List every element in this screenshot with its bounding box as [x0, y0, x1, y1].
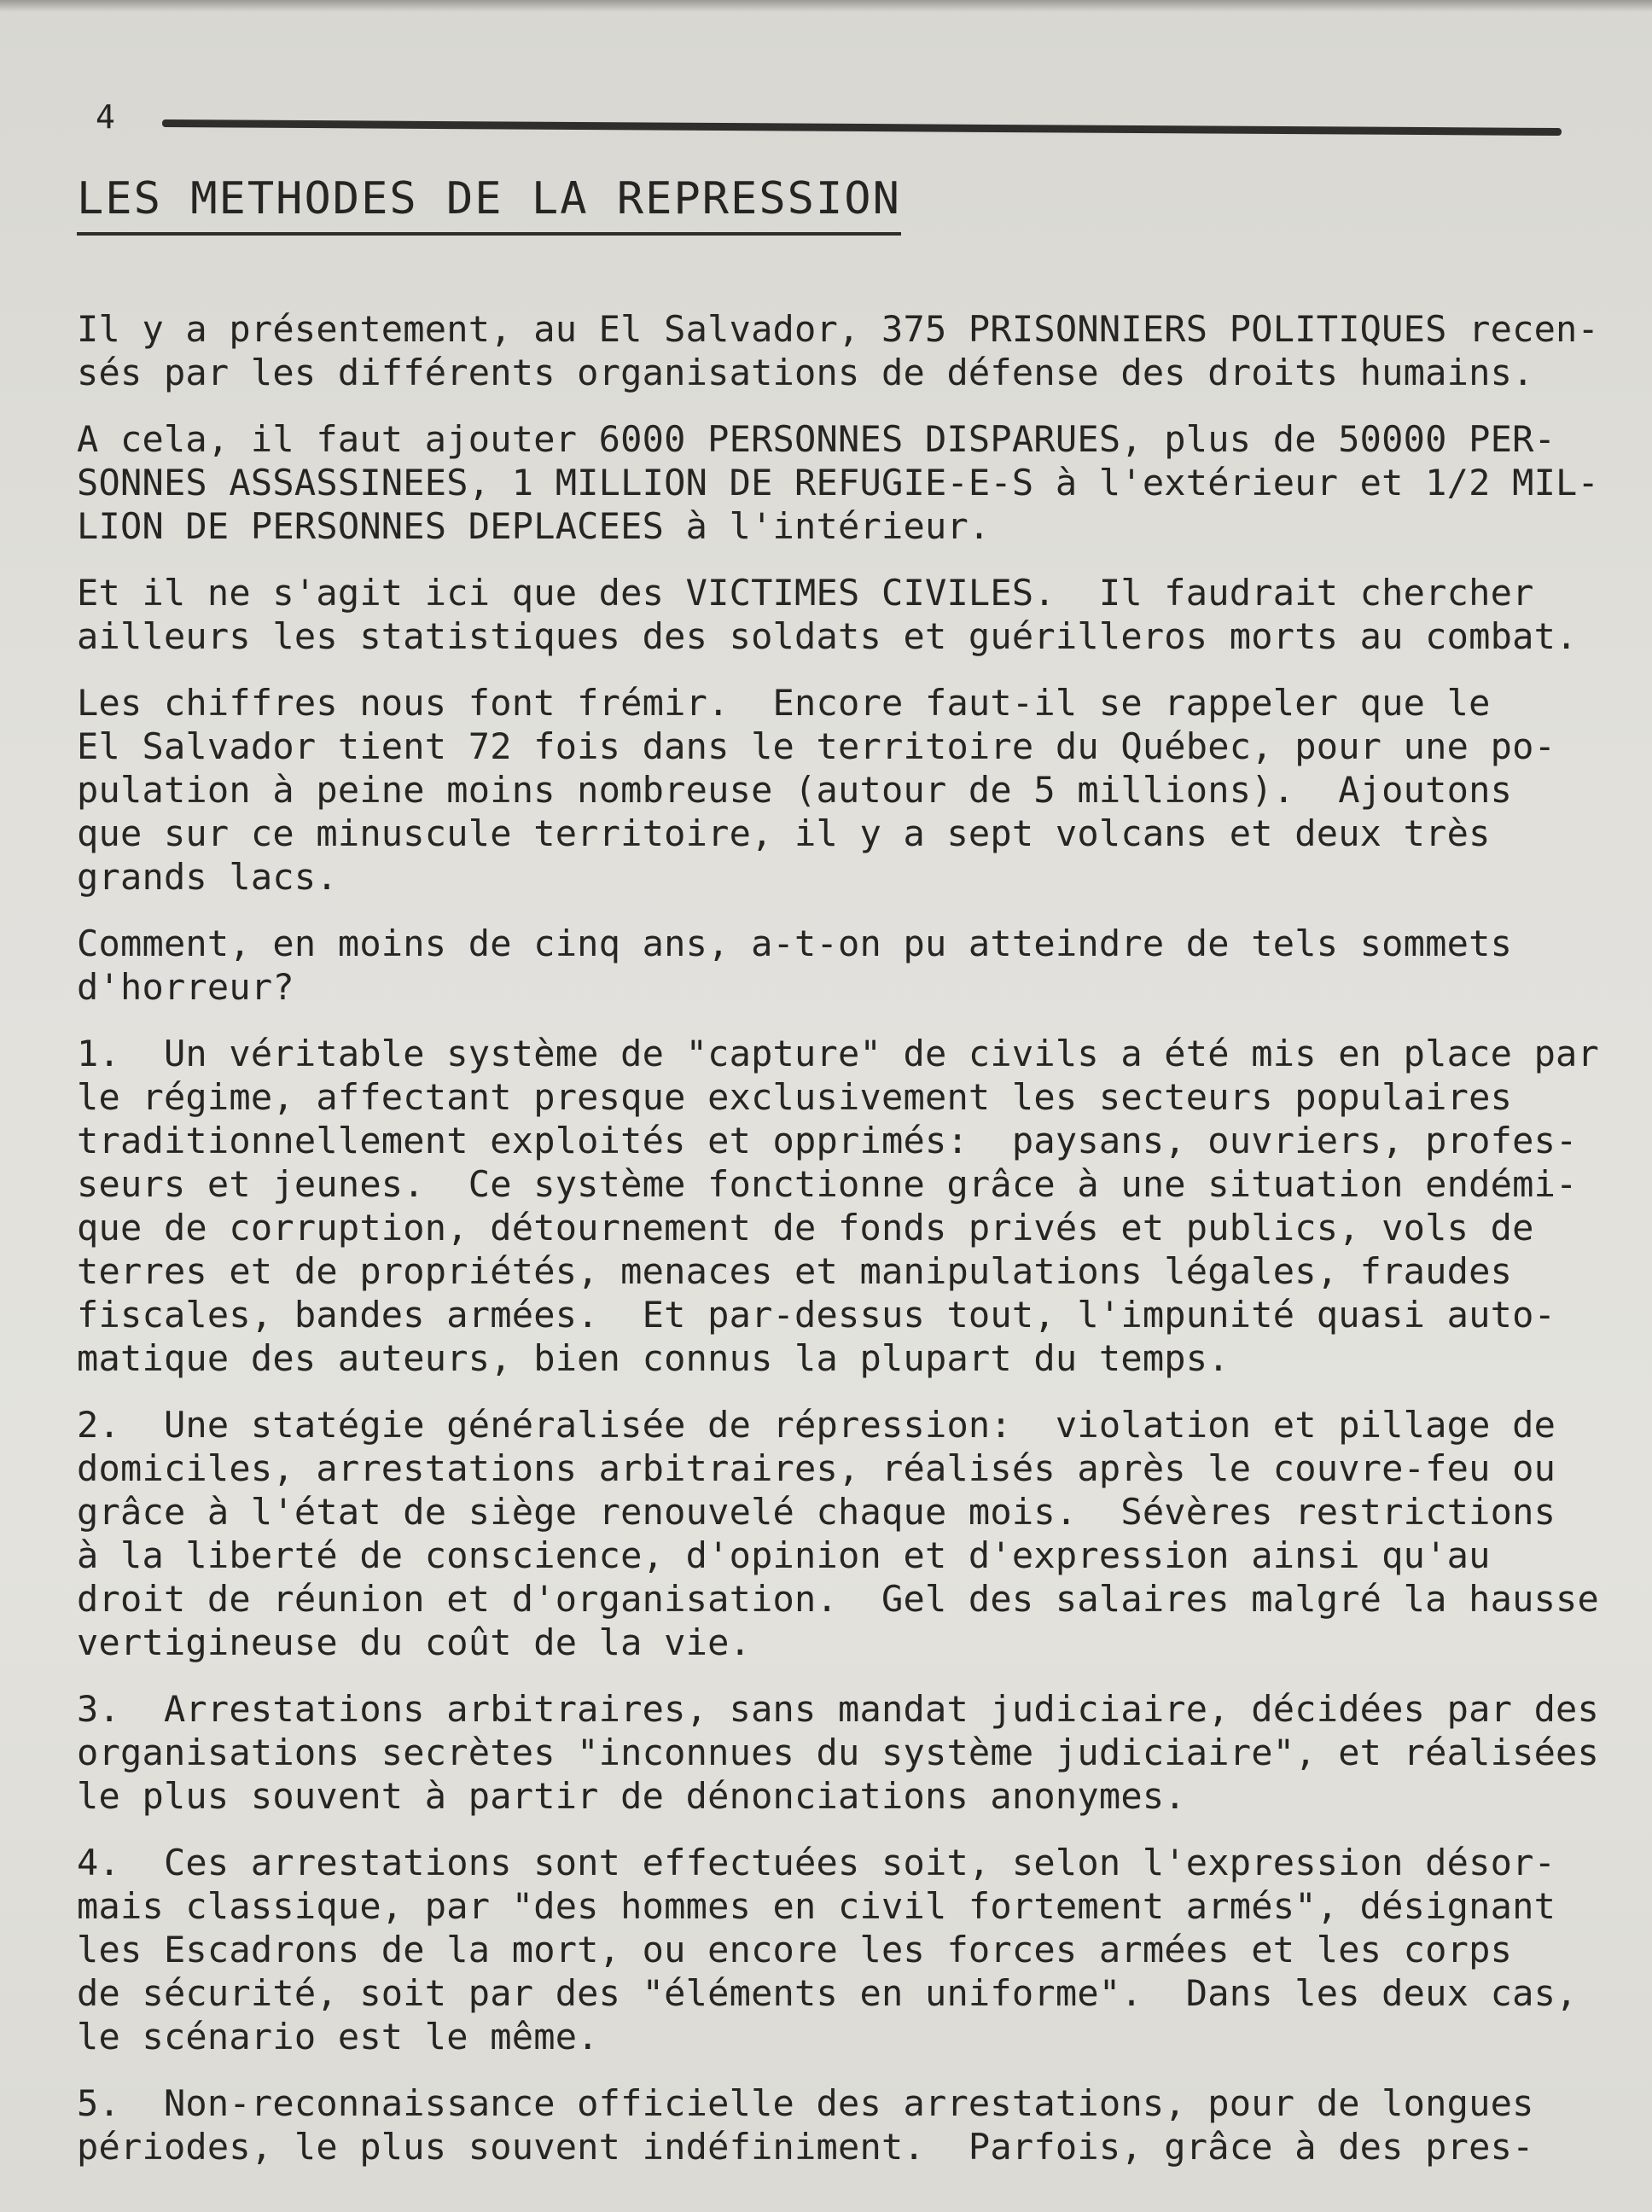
section-title: LES METHODES DE LA REPRESSION	[77, 175, 901, 236]
paragraph-question: Comment, en moins de cinq ans, a-t-on pu atteindre de tels sommets d'horreur?	[77, 923, 1513, 1008]
paragraph-prisoners: Il y a présentement, au El Salvador, 375 PRISONNIERS POLITIQUES recen- sés par les différents organisations de défense des droits humains.	[77, 308, 1600, 393]
paragraph-disappeared: A cela, il faut ajouter 6000 PERSONNES DISPARUES, plus de 50000 PER- SONNES ASSASSINEES, 1 MILLION DE REFUGIE-E-S à l'extérieur et 1/2 MIL- LION DE PERSONNES DEPLACEES à l'intérieur.	[77, 418, 1600, 547]
body-text	[77, 307, 1600, 2192]
list-item-3: 3. Arrestations arbitraires, sans mandat judiciaire, décidées par des organisations secrètes "inconnues du système judiciaire", et réalisées le plus souvent à partir de dénonciations anonymes.	[77, 1688, 1600, 1817]
paragraph-civilian-victims: Et il ne s'agit ici que des VICTIMES CIVILES. Il faudrait chercher ailleurs les statistiques des soldats et guérilleros morts au combat.	[77, 572, 1578, 657]
list-item-2: 2. Une statégie généralisée de répression: violation et pillage de domiciles, arrestations arbitraires, réalisés après le couvre-feu ou grâce à l'état de siège renouvelé chaque mois. Sévères restrictions à la liberté de conscience, d'opinion et d'expression ainsi qu'au droit de réunion et d'organisation. Gel des salaires malgré la hausse vertigineuse du coût de la vie.	[77, 1404, 1600, 1663]
list-item-4: 4. Ces arrestations sont effectuées soit, selon l'expression désor- mais classique, par "des hommes en civil fortement armés", désignant les Escadrons de la mort, ou encore les forces armées et les corps de sécurité, soit par des "éléments en uniforme". Dans les deux cas, le scénario est le même.	[77, 1842, 1578, 2058]
list-item-5: 5. Non-reconnaissance officielle des arrestations, pour de longues périodes, le plus souvent indéfiniment. Parfois, grâce à des pres-	[77, 2082, 1534, 2168]
page-top-edge	[0, 0, 1652, 12]
header-rule	[162, 119, 1562, 136]
list-item-1: 1. Un véritable système de "capture" de civils a été mis en place par le régime, affectant presque exclusivement les secteurs populaires traditionnellement exploités et opprimés: paysans, ouvriers, profes- seurs et jeunes. Ce système fonctionne grâce à une situation endémi- que de corruption, détournement de fonds privés et publics, vols de terres et de propriétés, menaces et manipulations légales, fraudes fiscales, bandes armées. Et par-dessus tout, l'impunité quasi auto- matique des auteurs, bien connus la plupart du temps.	[77, 1033, 1600, 1379]
paragraph-figures: Les chiffres nous font frémir. Encore faut-il se rappeler que le El Salvador tient 72 fois dans le territoire du Québec, pour une po- pulation à peine moins nombreuse (autour de 5 millions). Ajoutons que sur ce minuscule territoire, il y a sept volcans et deux très grands lacs.	[77, 682, 1556, 898]
page-number: 4	[96, 98, 115, 136]
